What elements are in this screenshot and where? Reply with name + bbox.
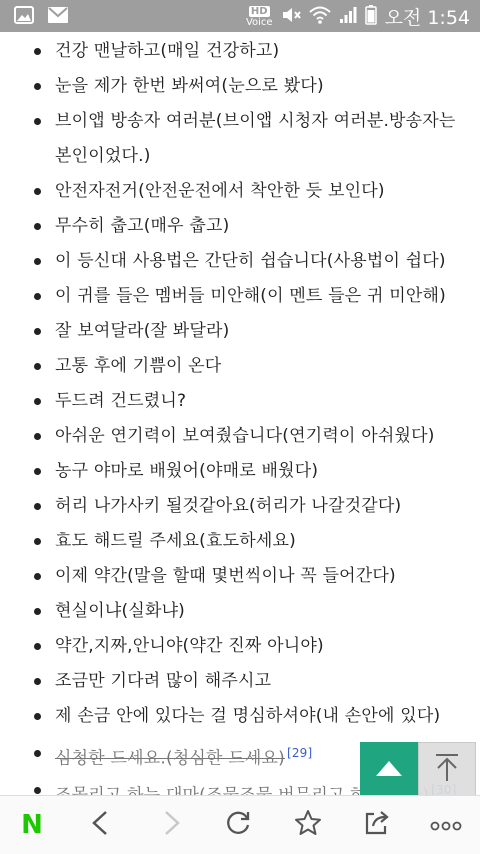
list-item — [0, 559, 480, 594]
naver-home-icon: N — [21, 810, 43, 840]
bullet — [34, 48, 41, 55]
naver-home-button[interactable] — [2, 796, 62, 854]
bullet — [34, 363, 41, 370]
list-item — [0, 314, 480, 349]
list-item-text: 두드려 건드렸니? — [55, 391, 187, 411]
list-item-text: 건강 맨날하고(매일 건강하고) — [55, 41, 280, 61]
mute-icon — [281, 6, 301, 28]
list-item-text: 현실이냐(실화냐) — [55, 601, 186, 621]
reload-icon — [224, 809, 252, 841]
bullet — [34, 643, 41, 650]
forward-button[interactable] — [142, 796, 202, 854]
list-item — [0, 209, 480, 244]
bullet — [34, 293, 41, 300]
list-item — [0, 34, 480, 69]
list-item — [0, 384, 480, 419]
list-item-text: 아쉬운 연기력이 보여줬습니다(연기력이 아쉬웠다) — [55, 426, 435, 446]
status-right — [246, 3, 470, 30]
hd-label: HD — [250, 5, 268, 17]
more-button[interactable] — [416, 796, 476, 854]
scroll-to-top-button[interactable] — [418, 742, 476, 798]
list-item — [0, 279, 480, 314]
signal-icon — [339, 6, 357, 28]
list-item-text: 농구 야마로 배웠어(야매로 배웠다) — [55, 461, 319, 481]
more-icon — [430, 816, 462, 835]
bullet — [34, 468, 41, 475]
share-button[interactable] — [347, 796, 407, 854]
reload-button[interactable] — [208, 796, 268, 854]
list-item — [0, 104, 480, 174]
list-item — [0, 524, 480, 559]
list-item-text: 허리 나가사키 될것같아요(허리가 나갈것같다) — [55, 496, 402, 516]
bullet — [34, 503, 41, 510]
list-item-text: 효도 해드릴 주세요(효도하세요) — [55, 531, 296, 551]
list-item — [0, 489, 480, 524]
bullet — [34, 258, 41, 265]
bullet — [34, 750, 41, 757]
list-item-text: 고통 후에 기쁨이 온다 — [55, 356, 222, 376]
list-item — [0, 594, 480, 629]
status-time: 오전 1:54 — [384, 7, 470, 29]
list-item — [0, 174, 480, 209]
forward-icon — [162, 810, 182, 840]
list-item — [0, 69, 480, 104]
back-button[interactable] — [70, 796, 130, 854]
list-item-text: 눈을 제가 한번 봐써여(눈으로 봤다) — [55, 76, 324, 96]
bullet — [34, 223, 41, 230]
bullet — [34, 398, 41, 405]
list-item-text: 이 귀를 들은 멤버들 미안해(이 멘트 들은 귀 미안해) — [55, 286, 446, 306]
list-item — [0, 349, 480, 384]
caret-up-icon — [374, 759, 404, 781]
share-icon — [363, 809, 391, 841]
bullet — [34, 538, 41, 545]
bullet — [34, 573, 41, 580]
browser-bottom-bar — [0, 795, 480, 854]
bullet — [34, 608, 41, 615]
status-bar — [0, 0, 480, 32]
mail-icon — [48, 7, 68, 27]
bookmark-button[interactable] — [278, 796, 338, 854]
bullet — [34, 433, 41, 440]
footnote-ref[interactable]: [29] — [286, 746, 313, 760]
article-content — [0, 32, 480, 792]
back-icon — [90, 810, 110, 840]
list-item-text: 약간,지짜,안니야(약간 진짜 아니야) — [55, 636, 324, 656]
list-item — [0, 244, 480, 279]
wifi-icon — [309, 6, 331, 28]
bullet — [34, 118, 41, 125]
list-item-text: 제 손금 안에 있다는 걸 명심하셔야(내 손안에 있다) — [55, 706, 441, 726]
list-item — [0, 629, 480, 664]
bullet — [34, 188, 41, 195]
list-item-text: 이제 약간(말을 할때 몇번씩이나 꼭 들어간다) — [55, 566, 396, 586]
struck-text: 심청한 드세요.(청심한 드세요) — [55, 748, 285, 769]
list-item — [0, 454, 480, 489]
green-float-button[interactable] — [360, 742, 418, 798]
bullet — [34, 678, 41, 685]
bullet — [34, 787, 41, 794]
battery-icon — [365, 5, 377, 29]
list-item-text: 이 등신대 사용법은 간단히 쉽습니다(사용법이 쉽다) — [55, 251, 446, 271]
scroll-to-top-icon — [434, 753, 460, 787]
bullet — [34, 328, 41, 335]
list-item — [0, 419, 480, 454]
list-item-text: 안전자전거(안전운전에서 착안한 듯 보인다) — [55, 181, 385, 201]
list-item-text: 브이앱 방송자 여러분(브이앱 시청자 여러분.방송자는 본인이었다.) — [55, 111, 456, 166]
list-item — [0, 699, 480, 734]
bookmark-star-icon — [294, 809, 322, 841]
image-icon — [14, 6, 34, 28]
status-left — [14, 6, 68, 28]
list-item — [0, 664, 480, 699]
voice-label: Voice — [245, 16, 273, 28]
hd-voice-icon — [246, 6, 273, 28]
list-item-text: 조금만 기다려 많이 해주시고 — [55, 671, 272, 691]
list-item-text: 무수히 춥고(매우 춥고) — [55, 216, 230, 236]
list-item-text: 잘 보여달라(잘 봐달라) — [55, 321, 230, 341]
bullet — [34, 83, 41, 90]
bullet — [34, 713, 41, 720]
